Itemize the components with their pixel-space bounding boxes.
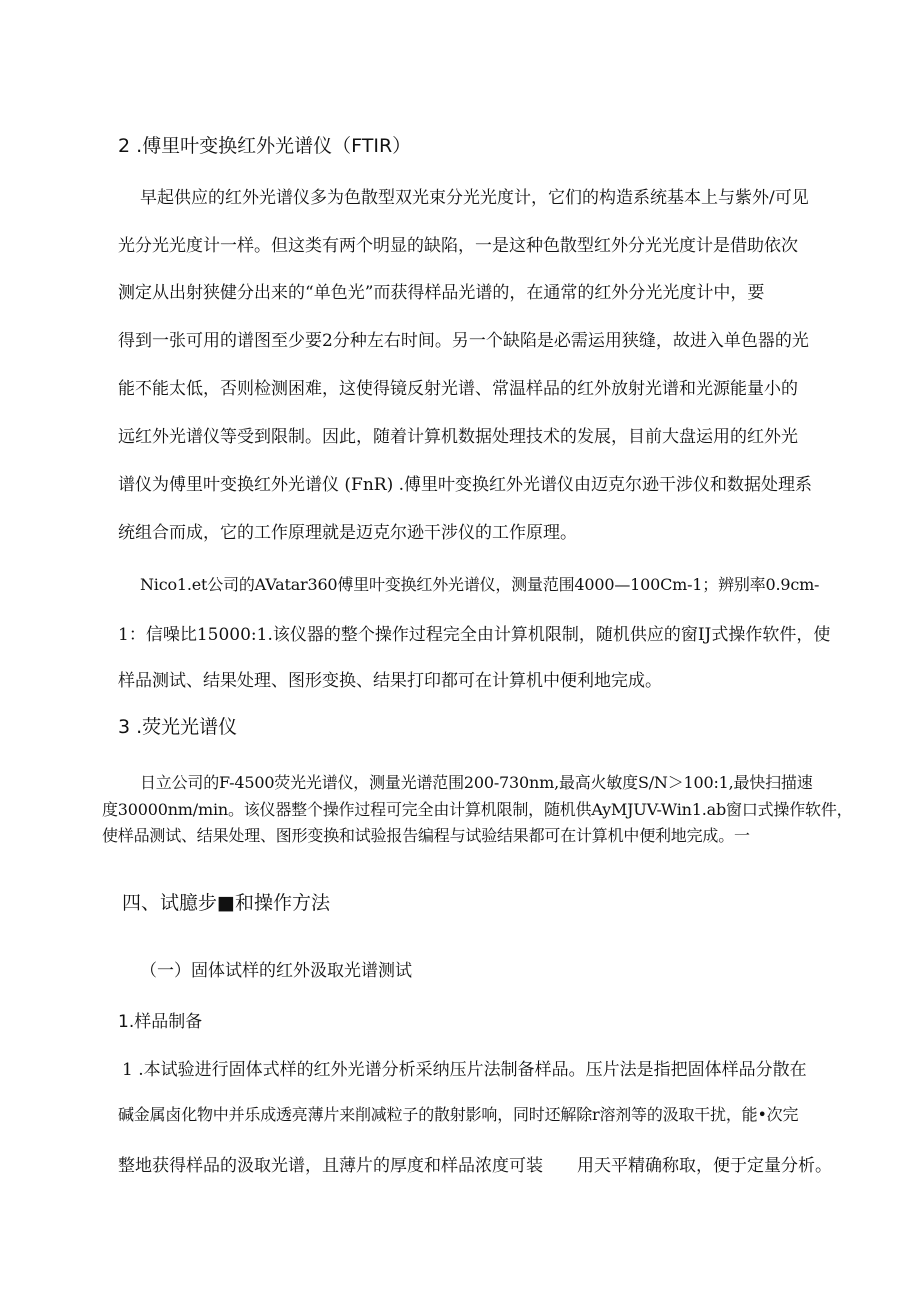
steps-para-line-3: 整地获得样品的汲取光谱，且薄片的厚度和样品浓度可装 用天平精确称取，便于定量分析。 — [118, 1156, 832, 1176]
ftir-para1-line-6: 远红外光谱仪等受到限制。因此，随着计算机数据处理技术的发展，目前大盘运用的红外光 — [118, 427, 798, 447]
section-heading-ftir: 2 .傅里叶变换红外光谱仪（FTIR） — [118, 135, 412, 157]
ftir-para1-line-3: 测定从出射狭健分出来的“单色光”而获得样品光谱的，在通常的红外分光光度计中，要 — [118, 283, 765, 303]
fluorescence-para-line-2: 度30000nm/min。该仪器整个操作过程可完全由计算机限制，随机供AyMJUV-Win1.ab窗口式操作软件， — [102, 800, 853, 819]
ftir-para2-line-1: Nico1.et公司的AVatar360傅里叶变换红外光谱仪，测量范围4000—100Cm-1；辨别率0.9cm- — [140, 575, 820, 594]
ftir-para1-line-1: 早起供应的红外光谱仪多为色散型双光束分光光度计，它们的构造系统基本上与紫外/可见 — [140, 188, 809, 208]
fluorescence-para-line-3: 使样品测试、结果处理、图形变换和试验报告编程与试验结果都可在计算机中便利地完成。一 — [102, 826, 750, 845]
steps-para-line-2: 碱金属卤化物中并乐成透亮薄片来削减粒子的散射影响，同时还解除r溶剂等的汲取干扰，能•次完 — [118, 1105, 799, 1124]
ftir-para1-line-7: 谱仪为傅里叶变换红外光谱仪 (FnR) .傅里叶变换红外光谱仪由迈克尔逊干涉仪和数据处理系 — [118, 475, 813, 495]
section-heading-steps: 四、试臆步■和操作方法 — [122, 892, 330, 914]
ftir-para2-line-2: 1：信噪比15000:1.该仪器的整个操作过程完全由计算机限制，随机供应的窗IJ式操作软件，使 — [118, 625, 831, 645]
ftir-para1-line-4: 得到一张可用的谱图至少要2分种左右时间。另一个缺陷是必需运用狭缝，故进入单色器的光 — [118, 331, 809, 351]
subsection-heading-solid-ir: （一）固体试样的红外汲取光谱测试 — [140, 961, 412, 981]
ftir-para1-line-5: 能不能太低，否则检测困难，这使得镜反射光谱、常温样品的红外放射光谱和光源能量小的 — [118, 379, 798, 399]
ftir-para2-line-3: 样品测试、结果处理、图形变换、结果打印都可在计算机中便利地完成。 — [118, 671, 662, 691]
fluorescence-para-line-1: 日立公司的F-4500荧光光谱仪，测量光谱范围200-730nm,最高火敏度S/N＞100:1,最快扫描速 — [140, 773, 813, 792]
ftir-para1-line-8: 统组合而成，它的工作原理就是迈克尔逊干涉仪的工作原理。 — [118, 523, 577, 543]
section-heading-fluorescence: 3 .荧光光谱仪 — [118, 716, 238, 738]
steps-para-line-1: 1 .本试验进行固体式样的红外光谱分析采纳压片法制备样品。压片法是指把固体样品分散在 — [122, 1060, 807, 1080]
item-title-sample-prep: 1.样品制备 — [118, 1012, 203, 1032]
ftir-para1-line-2: 光分光光度计一样。但这类有两个明显的缺陷，一是这种色散型红外分光光度计是借助依次 — [118, 236, 798, 256]
